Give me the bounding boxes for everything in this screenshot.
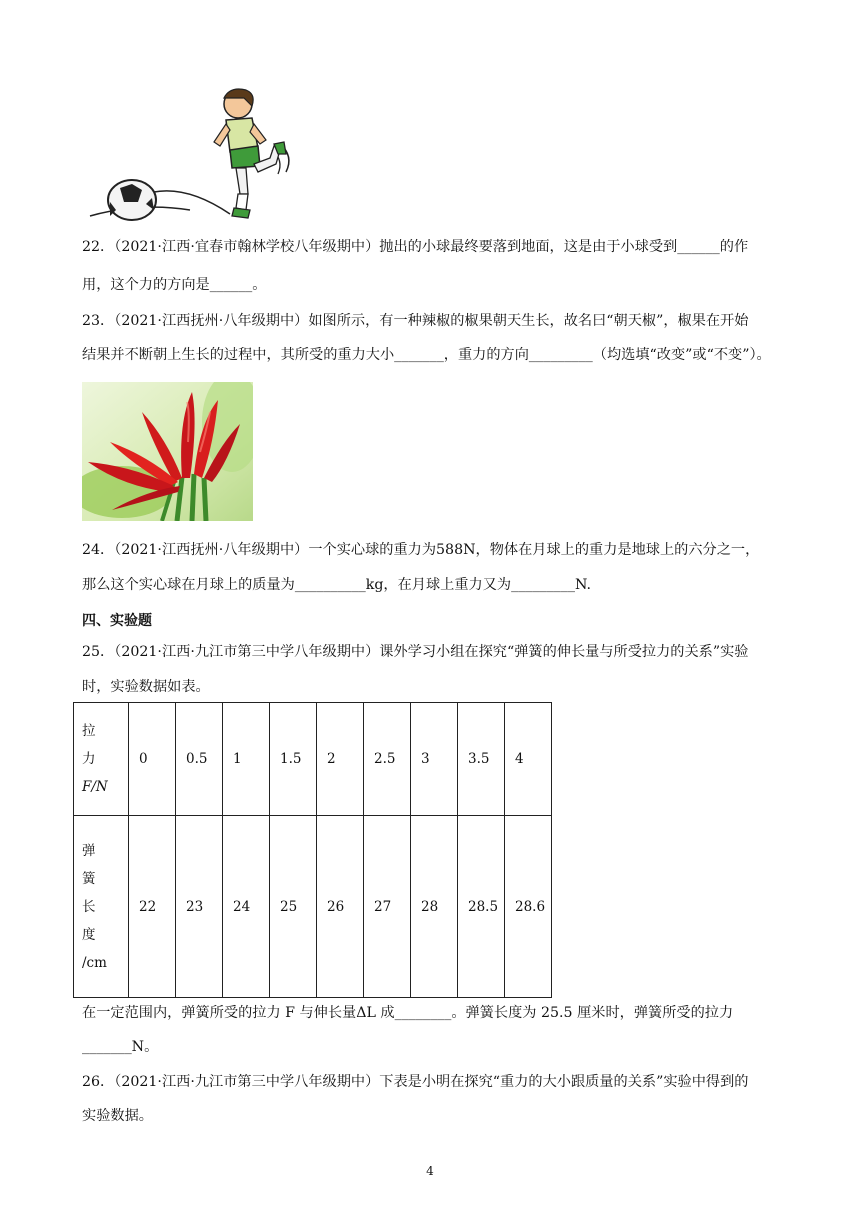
section-heading-experiments: 四、实验题: [82, 613, 152, 629]
question-25-line-2: 时，实验数据如表。: [82, 679, 210, 695]
page-number: 4: [426, 1164, 434, 1178]
soccer-kick-illustration: [80, 84, 304, 230]
table-cell: 2.5: [364, 703, 411, 816]
question-25-after-line-2: _______N。: [82, 1039, 159, 1055]
question-25-line-1: 25．（2021·江西·九江市第三中学八年级期中）课外学习小组在探究“弹簧的伸长量与所受拉力的关系”实验: [82, 644, 749, 660]
table-cell: 25: [270, 816, 317, 998]
question-25-after-line-1: 在一定范围内，弹簧所受的拉力 F 与伸长量ΔL 成________。弹簧长度为 25.5 厘米时，弹簧所受的拉力: [82, 1005, 734, 1021]
table-cell: 3.5: [458, 703, 505, 816]
table-row-force: [74, 703, 552, 816]
table-cell: 22: [129, 816, 176, 998]
table-cell: 23: [176, 816, 223, 998]
question-26-line-2: 实验数据。: [82, 1108, 153, 1124]
table-cell: 2: [317, 703, 364, 816]
question-23-line-1: 23．（2021·江西抚州·八年级期中）如图所示，有一种辣椒的椒果朝天生长，故名曰“朝天椒”，椒果在开始: [82, 313, 749, 329]
table-cell: 28.6: [505, 816, 552, 998]
table-cell: 4: [505, 703, 552, 816]
table-cell: 24: [223, 816, 270, 998]
table-cell: 1: [223, 703, 270, 816]
header-length: 弹 簧 长 度 /cm: [74, 816, 129, 998]
table-cell: 1.5: [270, 703, 317, 816]
table-row-length: [74, 816, 552, 998]
table-cell: 28.5: [458, 816, 505, 998]
table-cell: 3: [411, 703, 458, 816]
question-26-line-1: 26．（2021·江西·九江市第三中学八年级期中）下表是小明在探究“重力的大小跟质量的关系”实验中得到的: [82, 1074, 749, 1090]
table-cell: 26: [317, 816, 364, 998]
table-cell: 0.5: [176, 703, 223, 816]
question-23-line-2: 结果并不断朝上生长的过程中，其所受的重力大小_______，重力的方向_________（均选填“改变”或“不变”）。: [82, 347, 771, 363]
spring-data-table: [73, 702, 552, 998]
table-cell: 0: [129, 703, 176, 816]
table-cell: 28: [411, 816, 458, 998]
question-22-line-1: 22．（2021·江西·宜春市翰林学校八年级期中）抛出的小球最终要落到地面，这是由于小球受到______的作: [82, 239, 749, 255]
question-22-line-2: 用，这个力的方向是______。: [82, 277, 267, 293]
table-cell: 27: [364, 816, 411, 998]
question-24-line-1: 24．（2021·江西抚州·八年级期中）一个实心球的重力为588N，物体在月球上的重力是地球上的六分之一，: [82, 542, 760, 558]
chili-pepper-photo: [82, 382, 253, 521]
header-force: 拉 力 F/N: [74, 703, 129, 816]
question-24-line-2: 那么这个实心球在月球上的质量为__________kg，在月球上重力又为_________N.: [82, 577, 591, 593]
